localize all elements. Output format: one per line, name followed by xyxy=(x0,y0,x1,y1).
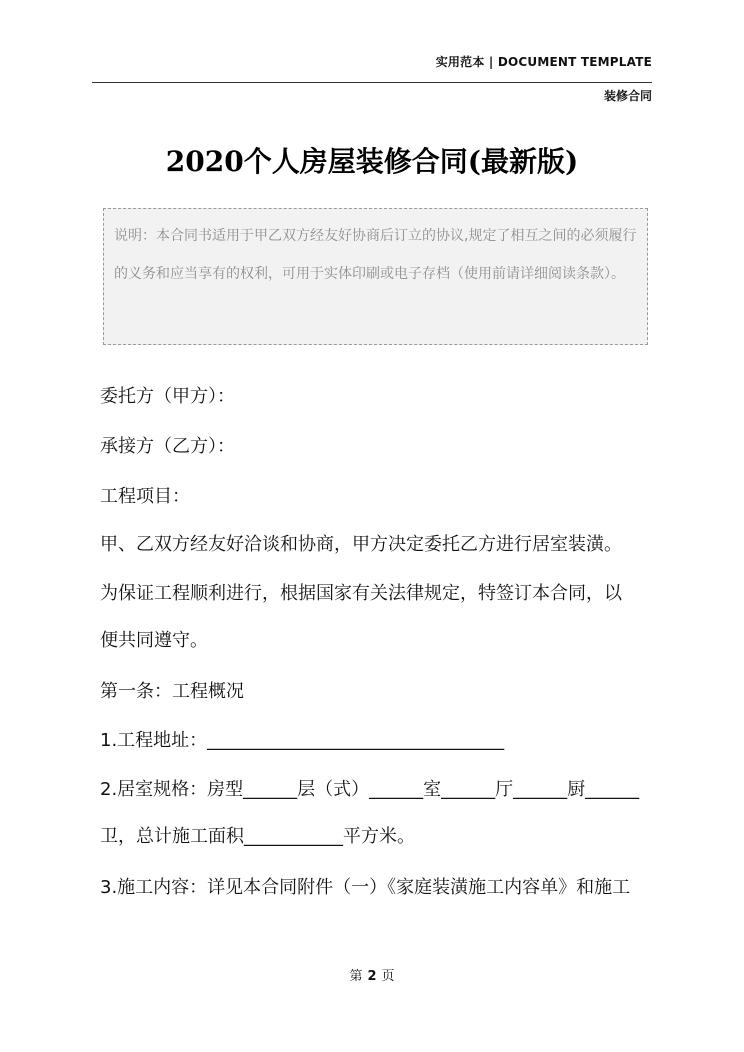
clause-line: 2.居室规格：房型______层（式）______室______厅______厨______ xyxy=(100,779,640,800)
paragraph-line: 甲、乙双方经友好洽谈和协商，甲方决定委托乙方进行居室装潢。 xyxy=(100,534,622,555)
header-category: 装修合同 xyxy=(603,89,652,103)
footer-suffix: 页 xyxy=(381,969,395,984)
clause-line: 卫，总计施工面积___________平方米。 xyxy=(100,826,415,847)
document-title: 2020个人房屋装修合同(最新版) xyxy=(165,145,579,178)
paragraph-line: 为保证工程顺利进行，根据国家有关法律规定，特签订本合同，以 xyxy=(100,583,622,604)
note-box xyxy=(103,208,648,345)
party-a-line: 委托方（甲方）： xyxy=(100,386,235,407)
paragraph-line: 便共同遵守。 xyxy=(100,630,208,651)
header-doc-label: 实用范本 | DOCUMENT TEMPLATE xyxy=(435,55,652,69)
section-heading: 第一条：工程概况 xyxy=(100,681,244,702)
party-b-line: 承接方（乙方）： xyxy=(100,436,235,457)
footer-prefix: 第 xyxy=(349,969,363,984)
project-line: 工程项目： xyxy=(100,486,190,507)
clause-line: 1.工程地址：_________________________________ xyxy=(100,730,505,751)
page-number: 2 xyxy=(367,969,377,984)
clause-line: 3.施工内容：详见本合同附件（一）《家庭装潢施工内容单》和施工 xyxy=(100,877,631,898)
page-footer xyxy=(0,965,744,984)
note-text: 说明：本合同书适用于甲乙双方经友好协商后订立的协议,规定了相互之间的必须履行的义务和应当享有的权利，可用于实体印刷或电子存档（使用前请详细阅读条款）。 xyxy=(114,228,637,282)
header-divider xyxy=(92,82,652,83)
